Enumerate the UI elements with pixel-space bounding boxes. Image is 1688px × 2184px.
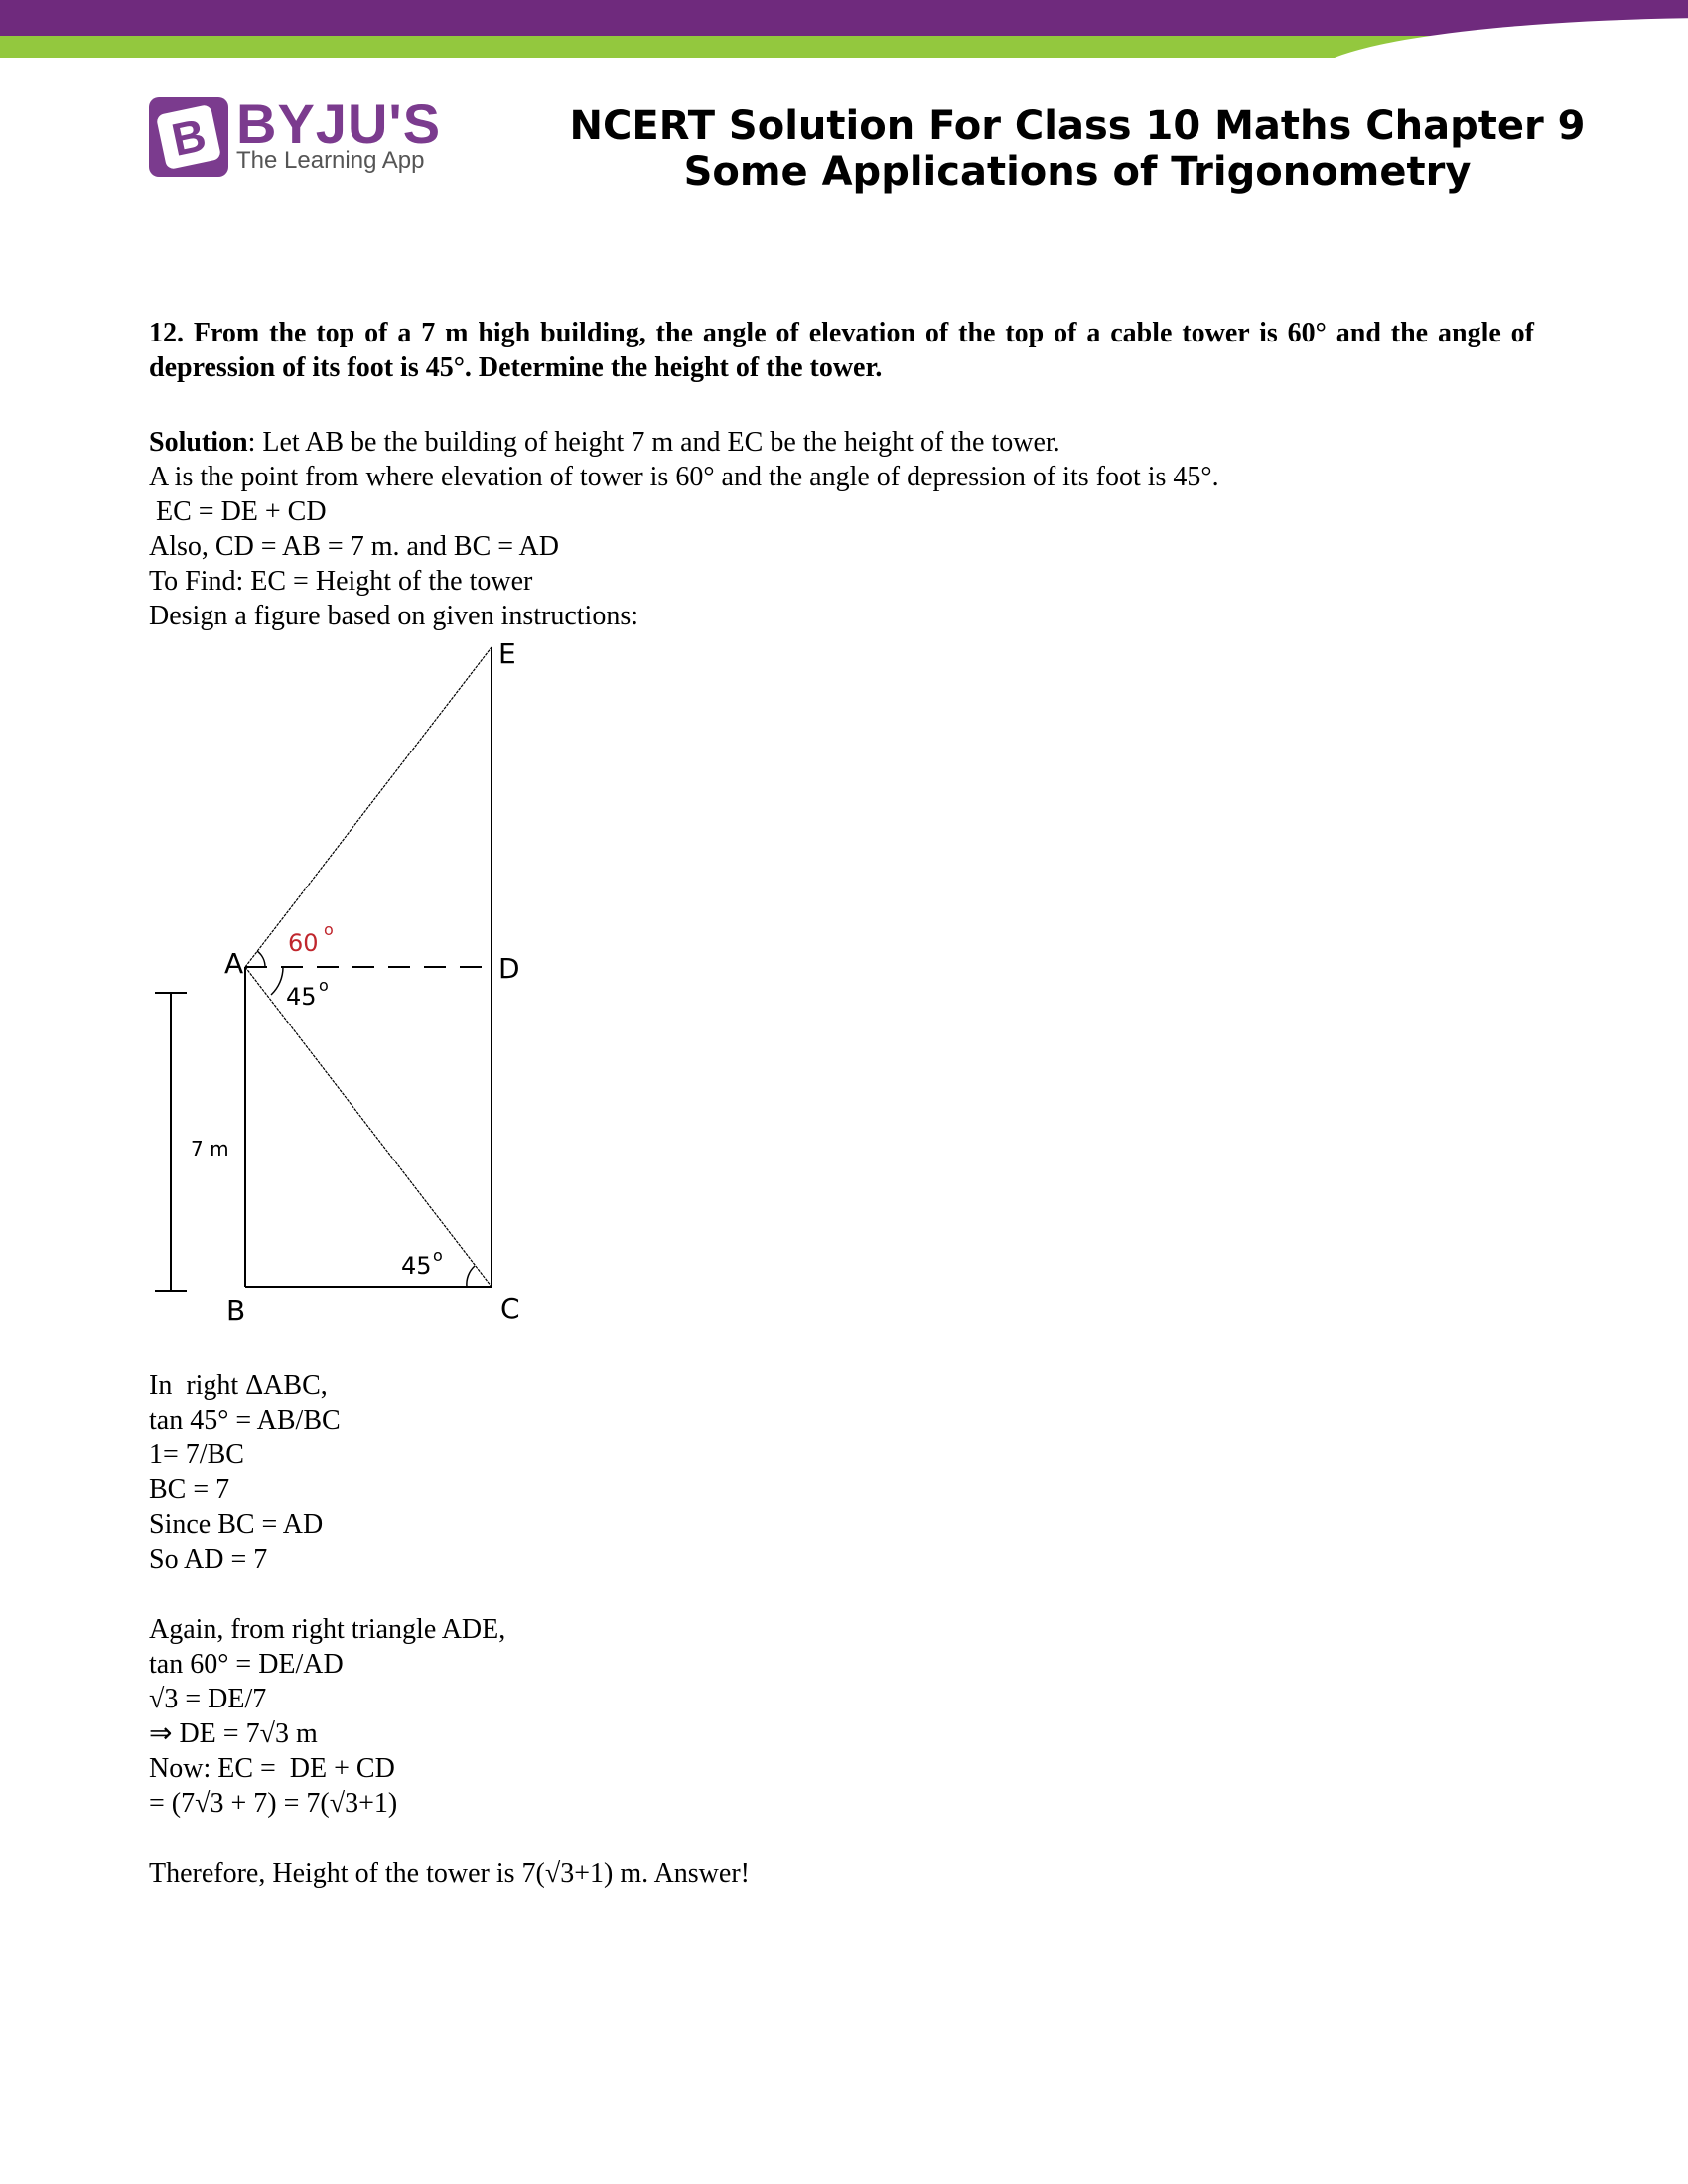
degree-mark-45-a: o: [319, 976, 329, 995]
angle-label-45-a: 45: [286, 983, 317, 1011]
solution-line: Design a figure based on given instructions:: [149, 601, 639, 631]
label-a: A: [224, 947, 244, 980]
brand-tagline: The Learning App: [236, 147, 425, 174]
solution-line: A is the point from where elevation of tower is 60° and the angle of depression of its foot is 45°.: [149, 462, 1219, 492]
working-line: = (7√3 + 7) = 7(√3+1): [149, 1788, 398, 1819]
angle-arc-c: [467, 1266, 475, 1287]
working-line: In right ΔABC,: [149, 1370, 328, 1401]
label-c: C: [500, 1293, 520, 1325]
working-line: √3 = DE/7: [149, 1684, 267, 1714]
solution-block: [149, 425, 1539, 633]
angle-label-45-c: 45: [401, 1252, 432, 1280]
solution-first-line: [149, 425, 1539, 460]
angle-label-60: 60: [288, 929, 319, 957]
degree-mark-60: o: [324, 920, 334, 939]
working-line: Again, from right triangle ADE,: [149, 1614, 506, 1645]
label-e: E: [498, 637, 516, 670]
logo-letter: B: [156, 104, 221, 170]
byjus-logo: [149, 92, 442, 177]
working-line: Since BC = AD: [149, 1509, 324, 1540]
line-of-sight-ae: [245, 647, 492, 967]
brand-name: BYJU'S: [236, 92, 442, 155]
label-b: B: [226, 1295, 246, 1327]
height-label: 7 m: [191, 1137, 229, 1160]
working-line: tan 45° = AB/BC: [149, 1405, 341, 1435]
working-line: tan 60° = DE/AD: [149, 1649, 344, 1680]
conclusion-line: Therefore, Height of the tower is 7(√3+1) m. Answer!: [149, 1858, 750, 1889]
working-abc: [149, 1368, 1539, 1576]
working-line: ⇒ DE = 7√3 m: [149, 1718, 318, 1749]
top-purple-bar: [0, 0, 1688, 36]
working-line: Now: EC = DE + CD: [149, 1753, 395, 1784]
working-line: So AD = 7: [149, 1544, 268, 1574]
logo-mark-icon: [149, 97, 228, 177]
label-d: D: [498, 952, 520, 985]
line-of-sight-ac: [245, 967, 492, 1287]
angle-arc-45: [271, 967, 283, 995]
working-ade: [149, 1612, 1539, 1821]
solution-first-line-text: : Let AB be the building of height 7 m and EC be the height of the tower.: [247, 427, 1060, 458]
angle-arc-60: [257, 951, 265, 967]
solution-line: EC = DE + CD: [149, 496, 327, 527]
working-line: BC = 7: [149, 1474, 230, 1505]
document-title: NCERT Solution For Class 10 Maths Chapter 9 Some Applications of Trigonometry: [569, 103, 1586, 195]
tower-figure: [139, 635, 556, 1330]
solution-line: To Find: EC = Height of the tower: [149, 566, 533, 597]
conclusion-block: [149, 1856, 1539, 1891]
degree-mark-45-c: o: [433, 1246, 443, 1265]
solution-line: Also, CD = AB = 7 m. and BC = AD: [149, 531, 559, 562]
question-text: 12. From the top of a 7 m high building, the angle of elevation of the top of a cable tower is 60° and the angle of depression of its foot is 45°. Determine the height of the tower.: [149, 318, 1534, 383]
working-line: 1= 7/BC: [149, 1439, 244, 1470]
solution-label: Solution: [149, 427, 248, 458]
